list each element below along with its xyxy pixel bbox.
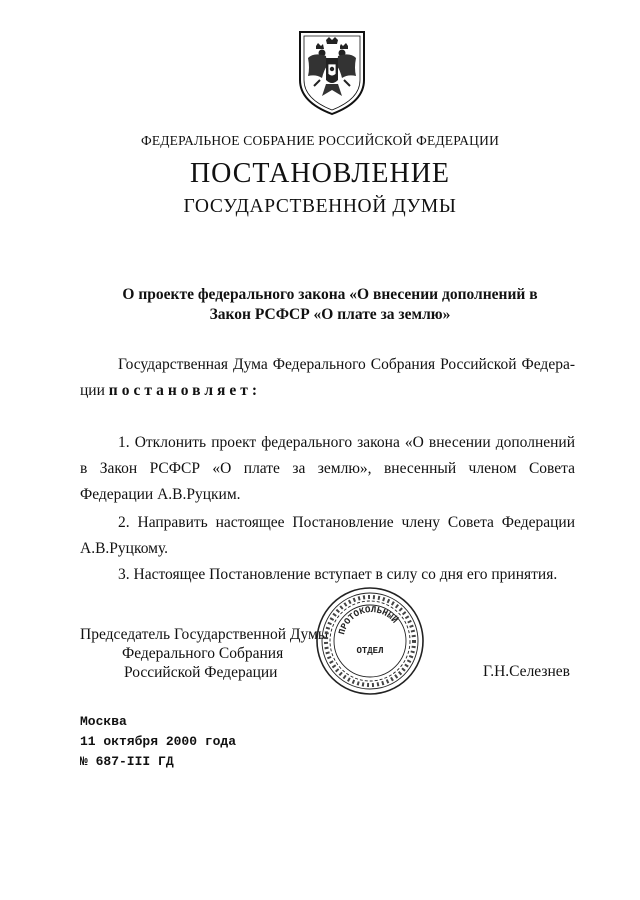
stamp-arc-text: ПРОТОКОЛЬНЫЙ [337, 605, 400, 636]
svg-text:ПРОТОКОЛЬНЫЙ [337, 605, 400, 636]
position-line-3: Российской Федерации [124, 664, 278, 681]
document-subject [40, 285, 620, 325]
date: 11 октября 2000 года [80, 734, 237, 749]
position-line-2: Федерального Собрания [122, 645, 284, 662]
document-subtitle: ГОСУДАРСТВЕННОЙ ДУМЫ [183, 196, 457, 217]
stamp-center-text: ОТДЕЛ [356, 646, 384, 656]
subject-line-1: О проекте федерального закона «О внесении дополнений в [122, 286, 538, 303]
document-footer [80, 712, 236, 772]
city: Москва [80, 714, 127, 729]
official-stamp [314, 585, 426, 697]
resolution-item-3: 3. Настоящее Постановление вступает в силу со дня его принятия. [118, 566, 558, 583]
position-line-1: Председатель Государственной Думы [80, 626, 329, 643]
document-number: № 687-III ГД [80, 754, 174, 769]
document-title: ПОСТАНОВЛЕНИЕ [189, 158, 451, 189]
signatory-position [80, 625, 328, 682]
intro-text: Государственная Дума Федерального Собрания Российской Федерации [80, 356, 575, 399]
signatory-name: Г.Н.Селезнев [483, 663, 570, 680]
resolution-item-2: 2. Направить настоящее Постановление члену Совета Федерации А.В.Руцкому. [80, 514, 575, 557]
resolves-verb: постановляет: [108, 382, 262, 399]
subject-line-2: Закон РСФСР «О плате за землю» [209, 306, 451, 323]
organization-name: ФЕДЕРАЛЬНОЕ СОБРАНИЕ РОССИЙСКОЙ ФЕДЕРАЦИИ [140, 133, 500, 148]
resolution-item-1: 1. Отклонить проект федерального закона «О внесении дополнений в Закон РСФСР «О плате за землю», внесенный членом Совета Федерации А.В.Руцким. [80, 434, 575, 503]
intro-paragraph [80, 352, 575, 404]
coat-of-arms-emblem [296, 28, 368, 116]
